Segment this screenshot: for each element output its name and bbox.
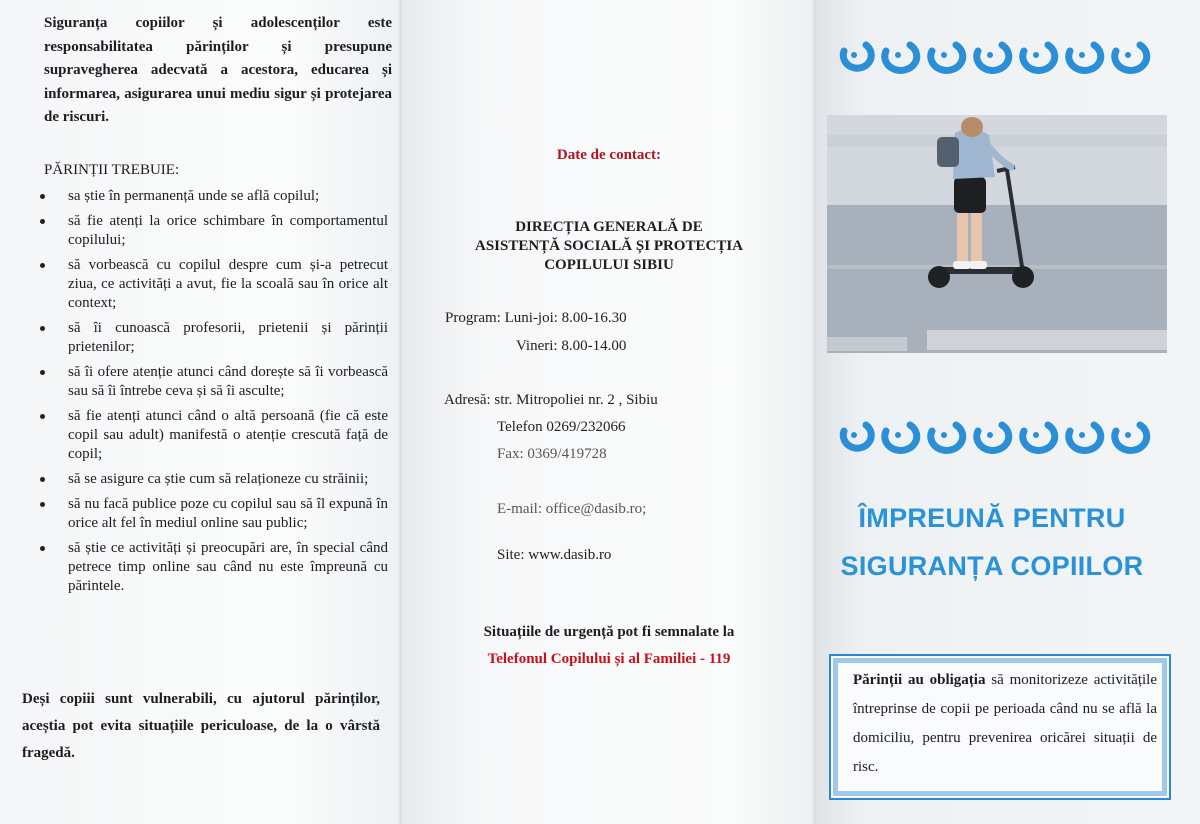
left-panel	[0, 0, 402, 824]
list-item-text: să îi cunoască profesorii, prietenii și părinții prietenilor;	[68, 320, 388, 355]
organization-name	[402, 218, 816, 275]
wave-ornament-icon	[836, 415, 1166, 455]
program-weekdays: Program: Luni-joi: 8.00-16.30	[445, 310, 627, 326]
list-item-text: să fie atenți la orice schimbare în comportamentul copilului;	[68, 213, 388, 248]
list-item	[0, 212, 402, 250]
list-item	[0, 363, 402, 401]
list-item-text: să se asigure ca știe cum să relaționeze cu străinii;	[68, 471, 369, 487]
parents-heading: PĂRINȚII TREBUIE:	[44, 162, 180, 178]
bullet-icon	[40, 414, 45, 419]
list-item-text: sa știe în permanență unde se află copilul;	[68, 188, 320, 204]
title-line: ÎMPREUNĂ PENTRU	[858, 503, 1126, 533]
bullet-icon	[40, 546, 45, 551]
list-item	[0, 187, 402, 206]
bullet-icon	[40, 370, 45, 375]
emergency-text: Situațiile de urgență pot fi semnalate la	[483, 624, 735, 640]
notice-text: să monitorizeze activitățile întreprinse de copii pe perioada când nu se află la domiciliu, pentru prevenirea oricărei situații de risc.	[853, 672, 1157, 775]
bullet-icon	[40, 219, 45, 224]
list-item	[0, 495, 402, 533]
bullet-icon	[40, 502, 45, 507]
address: Adresă: str. Mitropoliei nr. 2 , Sibiu	[444, 392, 658, 408]
closing-paragraph: Deși copiii sunt vulnerabili, cu ajutorul părinților, aceștia pot evita situațiile periculoase, de la o vârstă fragedă.	[22, 691, 380, 761]
child-on-scooter-icon	[827, 115, 1167, 353]
title-line: SIGURANȚA COPIILOR	[840, 551, 1144, 581]
wave-ornament-icon	[836, 35, 1166, 75]
list-item	[0, 407, 402, 464]
obligation-notice	[829, 654, 1171, 800]
bullet-icon	[40, 477, 45, 482]
scooter-photo	[827, 115, 1167, 353]
list-item-text: să vorbească cu copilul despre cum și-a petrecut ziua, ce activități a avut, fie la scoală sau în orice alt context;	[68, 257, 388, 311]
phone: Telefon 0269/232066	[497, 419, 626, 435]
contact-heading: Date de contact:	[556, 147, 662, 163]
parents-list	[0, 187, 402, 602]
list-item	[0, 319, 402, 357]
org-line: COPILULUI SIBIU	[544, 257, 674, 273]
fax: Fax: 0369/419728	[497, 446, 607, 462]
list-item-text: să îi ofere atenție atunci când dorește să îi vorbească sau să îi întrebe ceva și să îi asculte;	[68, 364, 388, 399]
bullet-icon	[40, 263, 45, 268]
list-item-text: să fie atenți atunci când o altă persoană (fie că este copil sau adult) manifestă o atenție crescută față de copil;	[68, 408, 388, 462]
list-item-text: să nu facă publice poze cu copilul sau să îl expună în orice alt fel în mediul online sau public;	[68, 496, 388, 531]
org-line: ASISTENȚĂ SOCIALĂ ȘI PROTECȚIA	[475, 238, 743, 254]
email-link[interactable]: E-mail: office@dasib.ro;	[497, 501, 647, 517]
bullet-icon	[40, 194, 45, 199]
right-panel	[816, 0, 1200, 824]
list-item	[0, 470, 402, 489]
emergency-phone: Telefonul Copilului și al Familiei - 119	[487, 651, 731, 667]
intro-paragraph: Siguranța copiilor și adolescenților este responsabilitatea părinților și presupune supravegherea adecvată a acestora, educarea și informarea, asigurarea unui mediu sigur și protejarea de riscuri.	[44, 15, 392, 125]
program-friday: Vineri: 8.00-14.00	[516, 338, 627, 354]
site-link[interactable]: Site: www.dasib.ro	[497, 547, 612, 563]
list-item	[0, 539, 402, 596]
list-item	[0, 256, 402, 313]
middle-panel	[402, 0, 816, 824]
org-line: DIRECȚIA GENERALĂ DE	[515, 219, 703, 235]
bullet-icon	[40, 326, 45, 331]
list-item-text: să știe ce activități și preocupări are, în special când petrece timp online sau când nu este împreună cu părintele.	[68, 540, 388, 594]
notice-bold: Părinții au obligația	[853, 672, 986, 688]
